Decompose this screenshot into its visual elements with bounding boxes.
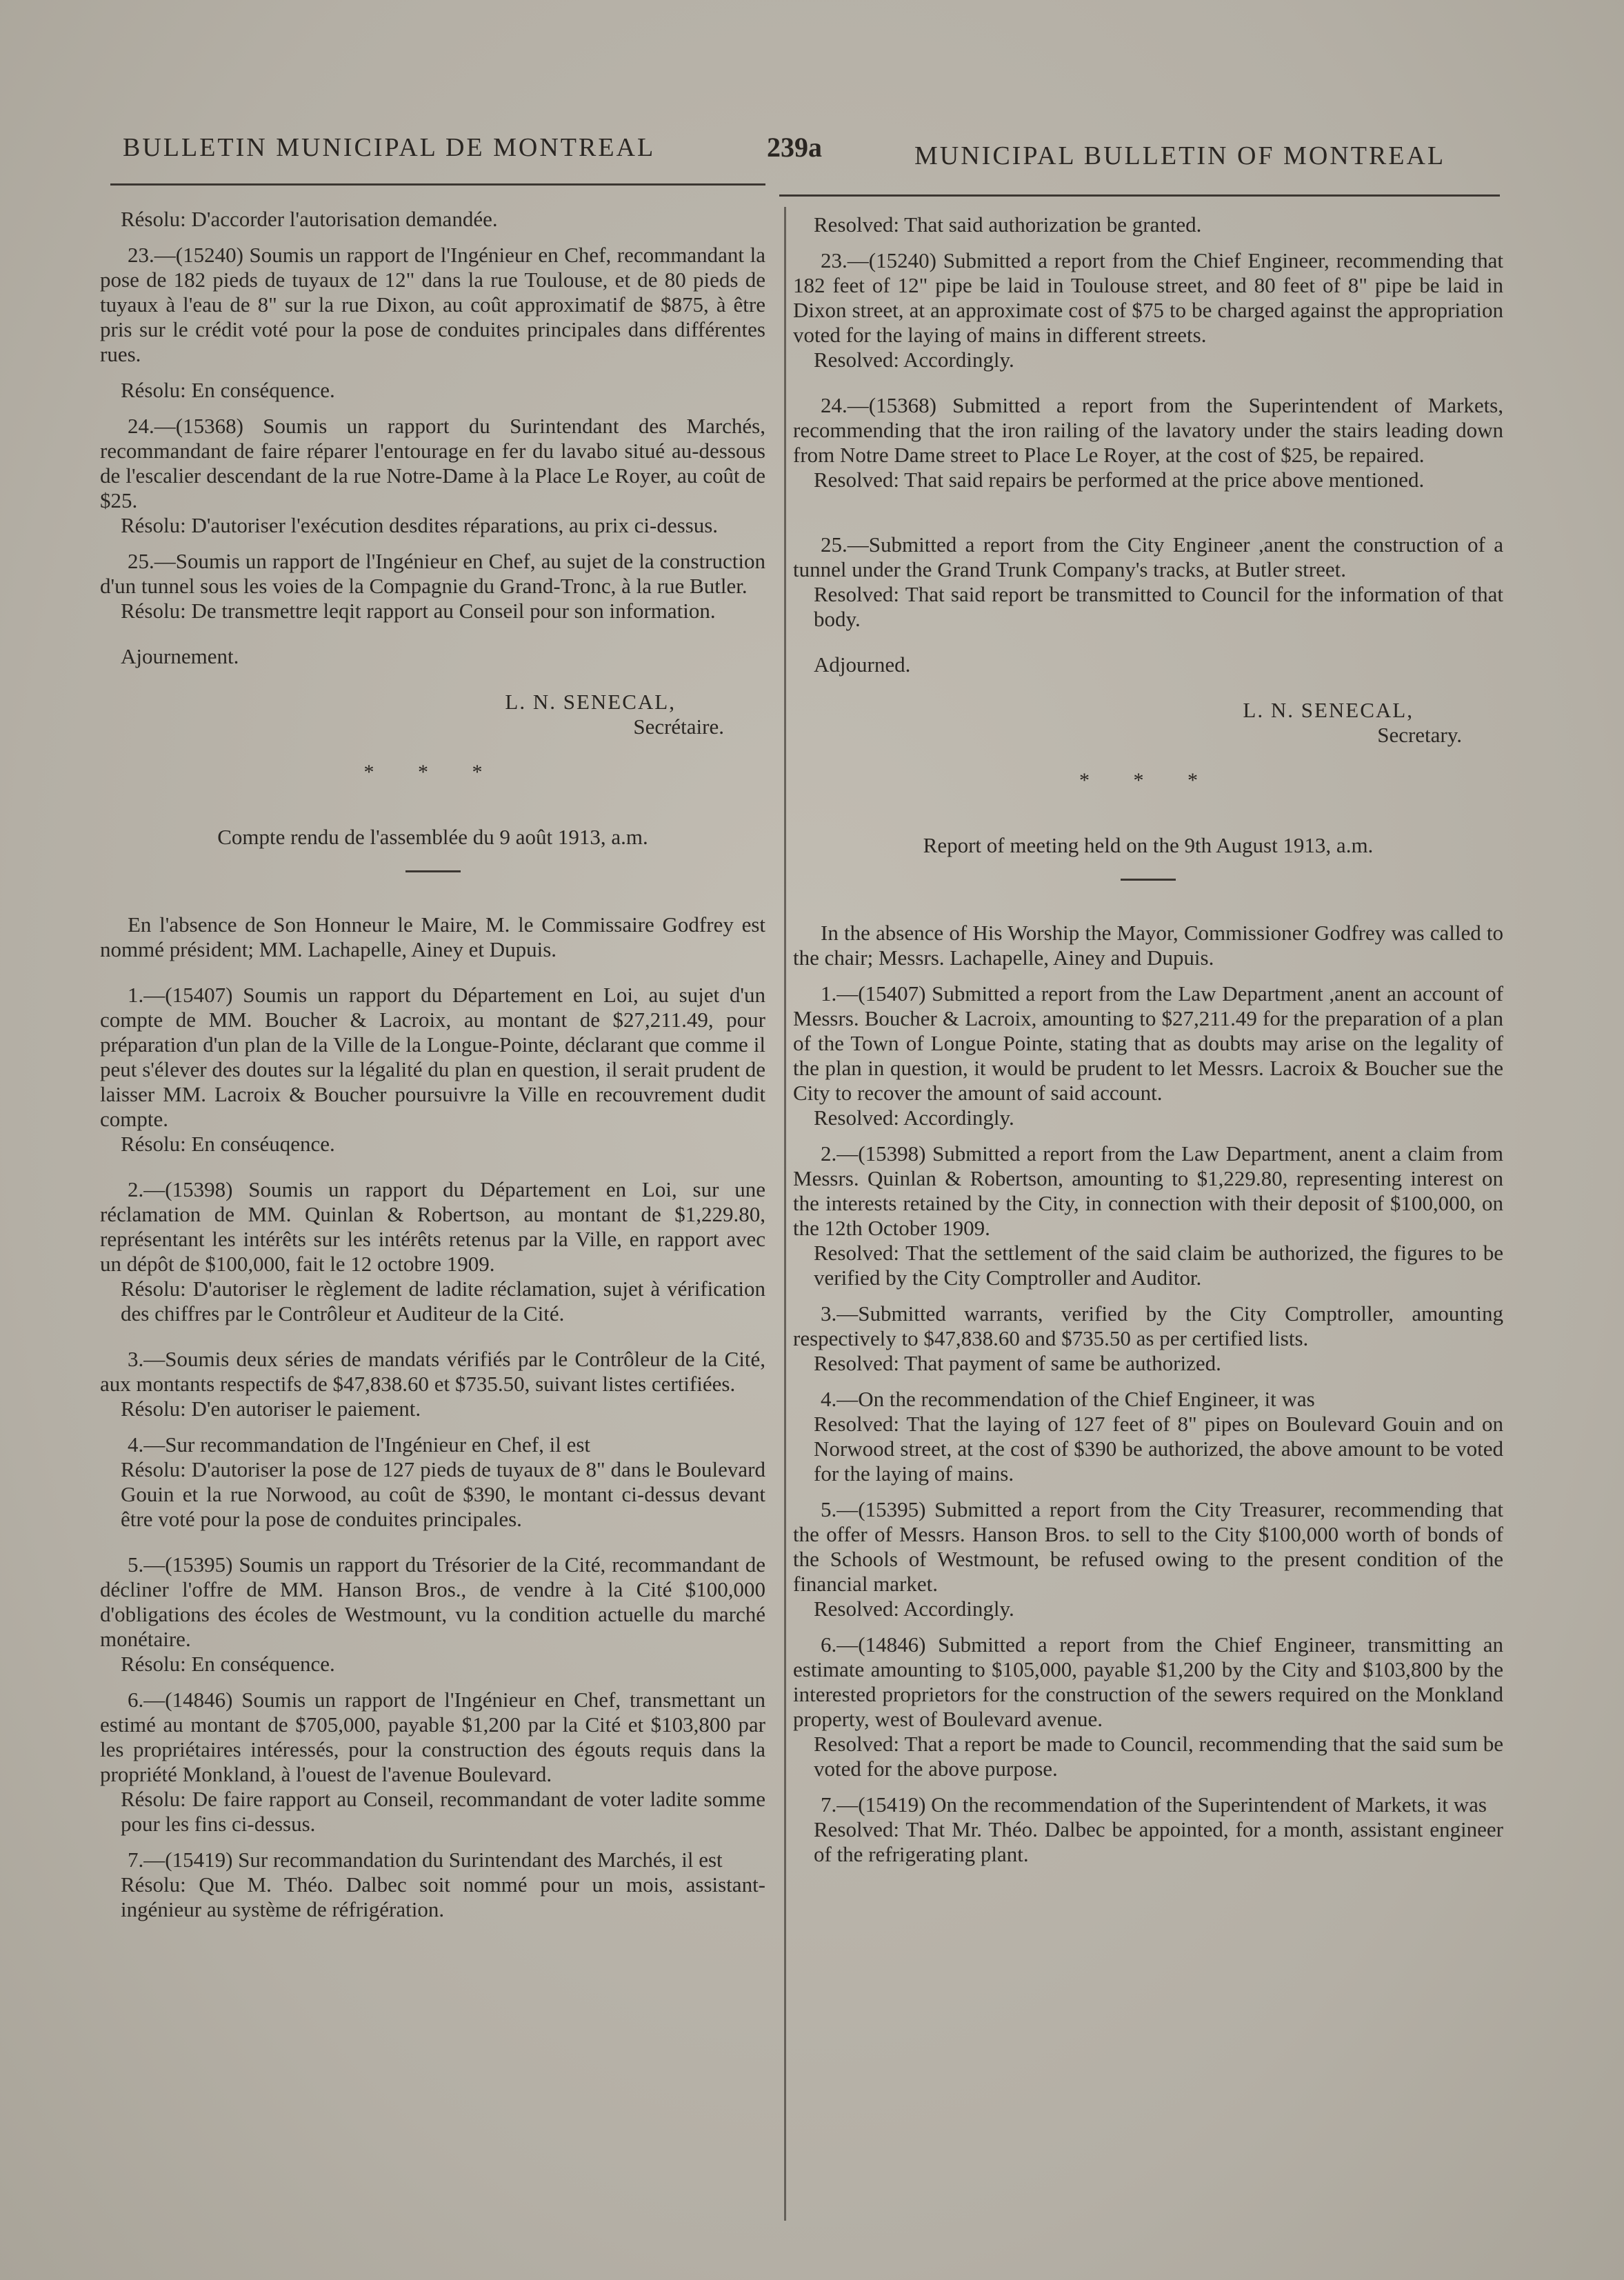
resolution-text: Resolved: That said repairs be performed at the price above mentioned. bbox=[814, 468, 1425, 492]
resolution-text: Résolu: En conséuqence. bbox=[121, 1132, 335, 1156]
header-title-fr: BULLETIN MUNICIPAL DE MONTREAL bbox=[123, 133, 656, 162]
item-4: 4.—Sur recommandation de l'Ingénieur en Chef, il est bbox=[128, 1432, 591, 1457]
resolution-text: Résolu: D'autoriser le règlement de ladite réclamation, sujet à vérification des chiffres par le Contrôleur et Auditeur de la Cité. bbox=[121, 1277, 765, 1326]
resolution-text: Resolved: That said report be transmitted to Council for the information of that body. bbox=[814, 582, 1503, 631]
report-title: Compte rendu de l'assemblée du 9 août 1913, a.m. bbox=[217, 825, 648, 849]
item-2: 2.—(15398) Submitted a report from the Law Department, anent a claim from Messrs. Quinlan & Robertson, amounting to $1,229.80, representing interest on the interests retained by the City, in connection with their deposit of $100,000, on the 12th October 1909. bbox=[793, 1141, 1503, 1240]
item-3: 3.—Submitted warrants, verified by the City Comptroller, amounting respectively to $47,838.60 and $735.50 as per certified lists. bbox=[793, 1301, 1503, 1350]
item-25: 25.—Submitted a report from the City Engineer ,anent the construction of a tunnel under the Grand Trunk Company's tracks, at Butler street. bbox=[793, 532, 1503, 581]
attendance-text: In the absence of His Worship the Mayor, Commissioner Godfrey was called to the chair; Messrs. Lachapelle, Ainey and Dupuis. bbox=[793, 921, 1503, 970]
resolution-text: Resolved: That a report be made to Council, recommending that the said sum be voted for the above purpose. bbox=[814, 1732, 1503, 1781]
column-french bbox=[100, 207, 765, 1922]
column-divider bbox=[784, 207, 786, 2221]
item-3: 3.—Soumis deux séries de mandats vérifiés par le Contrôleur de la Cité, aux montants respectifs de $47,838.60 et $735.50, suivant listes certifiées. bbox=[100, 1347, 765, 1396]
resolution-text: Resolved: Accordingly. bbox=[814, 1106, 1014, 1130]
item-5: 5.—(15395) Submitted a report from the City Treasurer, recommending that the offer of Messrs. Hanson Bros. to sell to the City $100,000 worth of bonds of the Schools of Westmount, be refused owing to the present condition of the financial market. bbox=[793, 1497, 1503, 1596]
resolution-text: Résolu: De transmettre leqit rapport au Conseil pour son information. bbox=[121, 599, 716, 623]
resolution-text: Resolved: That payment of same be authorized. bbox=[814, 1351, 1221, 1375]
signature-title: Secrétaire. bbox=[633, 714, 724, 739]
item-4: 4.—On the recommendation of the Chief Engineer, it was bbox=[821, 1387, 1315, 1411]
item-25: 25.—Soumis un rapport de l'Ingénieur en Chef, au sujet de la construction d'un tunnel sous les voies de la Compagnie du Grand-Tronc, à la rue Butler. bbox=[100, 549, 765, 598]
attendance-text: En l'absence de Son Honneur le Maire, M. le Commissaire Godfrey est nommé président; MM. Lachapelle, Ainey et Dupuis. bbox=[100, 912, 765, 961]
header-rule-left bbox=[110, 183, 765, 186]
resolution-text: Resolved: That the laying of 127 feet of 8" pipes on Boulevard Gouin and on Norwood street, at the cost of $390 be authorized, the above amount to be voted for the laying of mains. bbox=[814, 1412, 1503, 1486]
resolution-text: Résolu: D'en autoriser le paiement. bbox=[121, 1397, 421, 1421]
resolution-text: Résolu: D'accorder l'autorisation demandée. bbox=[121, 207, 498, 231]
section-separator: * * * bbox=[363, 761, 502, 783]
signature-name: L. N. SENECAL, bbox=[1243, 698, 1414, 722]
adjournment-text: Adjourned. bbox=[814, 652, 911, 677]
resolution-text: Résolu: Que M. Théo. Dalbec soit nommé pour un mois, assistant-ingénieur au système de réfrigération. bbox=[121, 1872, 765, 1921]
resolution-text: Résolu: D'autoriser l'exécution desdites réparations, au prix ci-dessus. bbox=[121, 513, 719, 537]
item-5: 5.—(15395) Soumis un rapport du Trésorier de la Cité, recommandant de décliner l'offre de MM. Hanson Bros., de vendre à la Cité $100,000 d'obligations des écoles de Westmount, vu la condition actuelle du marché monétaire. bbox=[100, 1552, 765, 1651]
item-24: 24.—(15368) Submitted a report from the Superintendent of Markets, recommending that the iron railing of the lavatory under the stairs leading down from Notre Dame street to Place Le Royer, at the cost of $25, be repaired. bbox=[793, 393, 1503, 467]
item-7: 7.—(15419) Sur recommandation du Surintendant des Marchés, il est bbox=[128, 1848, 723, 1872]
resolution-text: Résolu: En conséquence. bbox=[121, 1652, 335, 1676]
resolution-text: Résolu: D'autoriser la pose de 127 pieds de tuyaux de 8" dans le Boulevard Gouin et la rue Norwood, au coût de $390, le montant ci-dessus devant être voté pour la pose de conduites principales. bbox=[121, 1457, 765, 1531]
item-23: 23.—(15240) Submitted a report from the Chief Engineer, recommending that 182 feet of 12" pipe be laid in Toulouse street, and 80 feet of 8" pipe be laid in Dixon street, at an approximate cost of $75 to be charged against the appropriation voted for the laying of mains in different streets. bbox=[793, 248, 1503, 347]
item-7: 7.—(15419) On the recommendation of the Superintendent of Markets, it was bbox=[821, 1792, 1487, 1817]
resolution-text: Resolved: Accordingly. bbox=[814, 1597, 1014, 1621]
item-1: 1.—(15407) Submitted a report from the Law Department ,anent an account of Messrs. Boucher & Lacroix, amounting to $27,211.49 for the preparation of a plan of the Town of Longue Pointe, stating that as doubts may arise on the legality of the plan in question, it would be prudent to let Messrs. Lacroix & Boucher sue the City to recover the amount of said account. bbox=[793, 981, 1503, 1105]
resolution-text: Resolved: That said authorization be granted. bbox=[814, 212, 1202, 237]
item-24: 24.—(15368) Soumis un rapport du Surintendant des Marchés, recommandant de faire réparer l'entourage en fer du lavabo situé au-dessous de l'escalier descendant de la rue Notre-Dame à la Place Le Royer, au coût de $25. bbox=[100, 414, 765, 512]
resolution-text: Résolu: En conséquence. bbox=[121, 378, 335, 402]
signature-title: Secretary. bbox=[1377, 723, 1462, 747]
report-title: Report of meeting held on the 9th August 1913, a.m. bbox=[923, 833, 1374, 857]
item-1: 1.—(15407) Soumis un rapport du Département en Loi, au sujet d'un compte de MM. Boucher & Lacroix, au montant de $27,211.49, pour préparation d'un plan de la Ville de la Longue-Pointe, déclarant que comme il peut s'élever des doutes sur la légalité du plan en question, il serait prudent de laisser MM. Lacroix & Boucher poursuivre la Ville en recouvrement dudit compte. bbox=[100, 983, 765, 1131]
signature-name: L. N. SENECAL, bbox=[505, 690, 676, 714]
resolution-text: Resolved: That the settlement of the said claim be authorized, the figures to be verified by the City Comptroller and Auditor. bbox=[814, 1241, 1503, 1290]
resolution-text: Resolved: That Mr. Théo. Dalbec be appointed, for a month, assistant engineer of the refrigerating plant. bbox=[814, 1817, 1503, 1866]
page-number: 239a bbox=[767, 132, 822, 163]
resolution-text: Resolved: Accordingly. bbox=[814, 348, 1014, 372]
header-title-en: MUNICIPAL BULLETIN OF MONTREAL bbox=[914, 141, 1446, 170]
item-6: 6.—(14846) Submitted a report from the Chief Engineer, transmitting an estimate amounting to $105,000, payable $1,200 by the City and $103,800 by the interested proprietors for the construction of the sewers required on the Monkland property, west of Boulevard avenue. bbox=[793, 1632, 1503, 1731]
resolution-text: Résolu: De faire rapport au Conseil, recommandant de voter ladite somme pour les fins ci-dessus. bbox=[121, 1787, 765, 1836]
running-header bbox=[0, 124, 1624, 186]
item-23: 23.—(15240) Soumis un rapport de l'Ingénieur en Chef, recommandant la pose de 182 pieds de tuyaux de 12" dans la rue Toulouse, et de 80 pieds de tuyaux à l'eau de 8" sur la rue Dixon, au coût approximatif de $875, à être pris sur le crédit voté pour la pose de conduites principales dans différentes rues. bbox=[100, 243, 765, 366]
column-english bbox=[793, 212, 1503, 1867]
item-2: 2.—(15398) Soumis un rapport du Département en Loi, sur une réclamation de MM. Quinlan & Robertson, au montant de $1,229.80, représentant les intérêts sur les intérêts retenus par la Ville, en rapport avec un dépôt de $100,000, fait le 12 octobre 1909. bbox=[100, 1177, 765, 1276]
item-6: 6.—(14846) Soumis un rapport de l'Ingénieur en Chef, transmettant un estimé au montant de $705,000, payable $1,200 par la Cité et $103,800 par les propriétaires intéressés, pour la construction des égouts requis dans la propriété Monkland, à l'ouest de l'avenue Boulevard. bbox=[100, 1688, 765, 1786]
header-rule-right bbox=[779, 194, 1500, 197]
section-separator: * * * bbox=[1079, 769, 1217, 792]
adjournment-text: Ajournement. bbox=[121, 644, 239, 668]
